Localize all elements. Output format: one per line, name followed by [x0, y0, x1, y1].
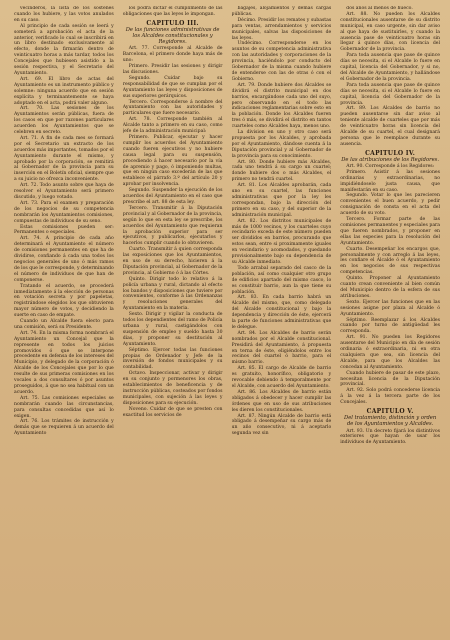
paragraph: Décimo. Presidir los remates y subastas para ventas, arrendamientos y servicios municipales, salvas las disposiciones de las leyes. — [231, 17, 332, 41]
paragraph: Art. 86. Los Alcaldes de barrio están obligados á obedecer y hacer cumplir las órdenes que en uso de sus atribuciones les dieren los constitucionales. — [231, 389, 332, 413]
chapter-heading: CAPITULO III. — [146, 19, 199, 27]
paragraph: Art. 82. Los distritos municipales de más de 1000 vecinos, y los cuarteles cuyo vecindario exceda de este número pueden ser divididos en barrios, procurando que estos sean, entre si proximamente iguales en vecindario y acomodados, y quedando provisionalmente bajo su dependencia de su Alcalde inmediato. — [231, 218, 332, 265]
paragraph: Primero. Presidir las sesiones y dirigir las discusiones. — [122, 64, 223, 76]
paragraph: Octavo. Inspeccionar, activar y dirigir en su conjunto y pormenores los obras, establecimientos de beneficencia y de instrucción públicas, costeados por fondos municipales, con sujeción á las leyes y disposiciones para su ejecución. — [122, 371, 223, 406]
paragraph: Séptimo. Ejercer todas las funciones propias de Ordenador y Jefe de la inversión de fondos municipales y su contabilidad. — [122, 347, 223, 371]
paragraph: Quinto. Dirigir todo lo relativo á la policía urbana y rural, dictando al efecto los bandos y disposiciones que tuviere por convenientes, conforme á las Ordenanzas y resoluciones generales del Ayuntamiento en la materia. — [122, 276, 223, 312]
paragraph: Primero. Asistir á las sesiones ordinarias y extraordinarias, no impidiéndoselo justa causa, que manifestarán en su caso. — [340, 169, 440, 193]
paragraph: vecinderos, la lista de los sostenes cuando los hubiere, y las votos anulados en su caso. — [14, 6, 114, 23]
paragraph: Art. 72. Todo asunto sobre que haya de resolver el Ayuntamiento será primero discutido, y luego votado. — [14, 183, 114, 200]
chapter-heading: CAPITULO V. — [366, 408, 414, 416]
paragraph: Cuando un Alcalde fuera electo para una comisión, será su Presidente. — [14, 319, 114, 330]
paragraph: Art. 74. En la misma forma nombrará el Ayuntamiento un Concejal que la represente en todos los juicios promovidos ó que se interpone precedente en defensa de los intereses del Municipio, y delegado de la corporación ó Alcalde de los Concejales que por lo que resulte de sus primeras comisiones en los vocales a dos consultares ó por asuntos proseguidos, á que no sea habitual con un acuerdo. — [14, 330, 114, 395]
paragraph: Art. 92. Solo podrá concederse licencia á la vez á la tercera parte de los Concejales. — [340, 388, 440, 406]
paragraph: Art. 91. No pueden los Regidores ausentarse del Municipio en día de sesión ordinaria ó extraordinaria, ni en otra cualquiera que sea, sin licencia del Alcalde, para que los Alcaldes las concedan al Ayuntamiento. — [340, 335, 440, 370]
paragraph: Todo arrabal separado del casco de la población, así como cualquier otro grupo de edificios apartado del mismo casco, lo es constituir barrio, aun la que tiene su población. — [231, 265, 332, 295]
paragraph: Art. 77. Corresponde al Alcalde de Barcelona, el primero donde haya más de uno: — [122, 46, 223, 64]
column-1 — [14, 6, 114, 634]
paragraph: Tercero. Formar parte de las comisiones permanentes y especiales para que fueren nombrados, y proponer en ellas las especies para la resolución del Ayuntamiento. — [340, 217, 440, 246]
column-4 — [340, 6, 440, 634]
paragraph: Estas comisiones pueden ser: Permanentes o especiales. — [14, 224, 114, 236]
text-columns — [14, 6, 440, 634]
paragraph: Art. 85. El cargo de Alcalde de barrio es gratuito, honorífico, obligatorio y revocable debiendo á temporalmente por el Alcalde, con acuerdo del Ayuntamiento. — [231, 366, 332, 389]
paragraph: Art. 70. Las sesiones de los Ayuntamientos serán públicas, fuera de los casos en que por razones particulares acuerden los Ayuntamientos que se celebren en secreto. — [14, 106, 114, 136]
paragraph: Art. 80. Donde hubiere más Alcaldes, cada uno tendrá á su cargo un cuartel; donde hubiere dos o más Alcaldes, el primero no tendrá cuartel. — [231, 159, 332, 183]
paragraph: Art. 76. Los trámites de instrucción y demás que se requieren á un acuerdo del Ayuntamiento — [14, 419, 114, 437]
paragraph: Art. 84. Los Alcaldes de barrio serán nombrados por el Alcalde constitucional. Presidirá del Ayuntamiento, á propuesta en terna de éste, eligiéndolos entre los vecinos del cuartel ó barrio, para el mismo barrio. — [231, 330, 332, 366]
paragraph: Segundo. Votar lo que les parecieren convenientes el buen acuerdo, y pedir consignación de consta en el acta del acuerdo de su voto. — [340, 193, 440, 217]
paragraph: Cuarto. Transmitir á quien corresponda las exposiciones que los Ayuntamientos, en uso de su derecho, hicieren á la Diputación provincial, al Gobernador de la provincia, al Gobierno ó á las Córtes. — [122, 247, 223, 276]
paragraph: Art. 71. A fin de cada mes se formará por el Secretario un extracto de los acuerdos más importantes, tomados por el Ayuntamiento durante el mismo, y aprobado por la corporación, se remitirá al Gobernador de la provincia para su inserción en el Boletín oficial, siempre que a su juicio no ofrezca inconveniente. — [14, 135, 114, 183]
paragraph: Quinto. Proponer al Ayuntamiento cuanto crean conveniente al bien común del Municipio dentro de la esfera de sus atribuciones. — [340, 276, 440, 299]
paragraph: La division en uno y otro caso será propuesta por los Alcaldes, y aprobada por el Ayuntamiento, dándose cuenta á la Diputación provincial y al Gobernador de la provincia para su conocimiento. — [231, 130, 332, 159]
paragraph: Art. 87. Ningún Alcalde de barrio está obligado á desempeñar su cargo más de un año consecutivo, ni á aceptarlo segunda vez sin — [231, 413, 332, 437]
paragraph: Tratando el acuerdo, se procederá inmediatamente á la elección de personas en votación secreta y por papeletas, registrándose elegidos los que obtuvieren mayor número de votos, y decidiendo la suerte en caso de empate. — [14, 283, 114, 319]
paragraph: Art. 74. A principio de cada año determinará el Ayuntamiento el número de comisiones permanentes en que ha de dividirse, confiando á cada una todos los negocios generales de uno ó más ramos de los que le corresponde, y determinando el número de individuos de que han de componerse. — [14, 236, 114, 283]
chapter-subheading: De las funciones administrativas de los Alcaldes constitucionales y Regidores. — [125, 26, 220, 46]
paragraph: Para toda ausencia que pase de quince días se necesita, si el Alcalde lo fuere en capital, licencia del Gobernador de la provincia. — [340, 82, 440, 106]
paragraph: Art. 93. Un decreto fijará los distintivos exteriores que hayan de usar los individuos de Ayuntamiento. — [340, 428, 440, 446]
paragraph: Undécimo. Corresponderse en los asuntos de su competencia administrativa con las autoridades y corporaciones de la provincia, haciéndolo por conducto del Gobernador de la misma cuando hubiere de entenderse con las de otras ó con el Gobierno. — [231, 41, 332, 82]
paragraph: Al principio de cada sesión se leerá y someterá a aprobación el acta de la anterior, verificado lo cual se inscribirá en un libro destinado exclusivamente al efecto, donde la firmarán dentro de veinticuatro horas a más tardar, todos los Concejales que hubiesen asistido a la sesión respectiva, y el Secretario del Ayuntamiento. — [14, 23, 114, 76]
paragraph: Art. 79. Donde hubiere dos Alcaldes se dividirá el distrito municipal en dos barrios, encargándose cada uno del suyo, pero observando en el todo las indicaciones reglamentarias sobre esto en la población. Donde los Alcaldes fueren tres ó más, se dividirá el distrito en tantos cuarteles como Alcaldes haya, menos uno. — [231, 82, 332, 130]
paragraph: Art. 73. Para el examen y preparación de los negocios de su competencia nombrarán los Ayuntamientos comisiones, compuestas de individuos de su seno. — [14, 200, 114, 224]
paragraph: Art. 88. No pueden los Alcaldes constitucionales ausentarse de su distrito municipal, en caso urgente, sin dar aviso al que haya de sustituirles, y cuando la ausencia pase de veinticuatro horas sin llegar á quince días, con licencia del Gobernador de la provincia. — [340, 11, 440, 53]
paragraph: Segundo. Cuidar bajo su responsabilidad de que se cumplan por el Ayuntamiento las leyes y disposiciones de sus superiores gerárquicos. — [122, 75, 223, 99]
chapter-heading: CAPITULO IV. — [365, 149, 416, 157]
paragraph: Cuando hubiere de pasar de este plazo, necesitan licencia de la Diputación provincial. — [340, 370, 440, 388]
paragraph: Tercero. Corresponderse á nombre del Ayuntamiento con las autoridades y particulares que fuere necesario. — [122, 99, 223, 117]
paragraph: Art. 89. Los Alcaldes de barrio no pueden ausentarse sin dar aviso al teniente alcalde de cuarteles que por más de veinticuatro horas sin licencia del Alcalde de su cuartel, el cual designará persona que le reemplace durante su ausencia. — [340, 106, 440, 147]
paragraph: Cuarto. Desempeñar los encargos que, personalmente y con arreglo á las leyes, les confiare el Alcalde ó el Ayuntamiento en los negocios de sus respectivas competencias. — [340, 246, 440, 276]
paragraph: Segundo. Suspender la ejecución de los acuerdos del Ayuntamiento en el caso que prescribe el art. 88 de esta ley. — [122, 188, 223, 205]
paragraph: Sexto. Dirigir y vigilar la conducta de todos los dependientes del ramo de Policía urbana y rural, castigándolos con suspensión de empleo y sueldo hasta 30 días, y proponer su destitución al Ayuntamiento. — [122, 312, 223, 347]
paragraph: Art. 69. El libro de actas del Ayuntamiento es un instrumento público y solemne: ninguna acuerdo que en sesión explícita y terminantemente se haya adoptado en el acta, podrá valer alguno. — [14, 76, 114, 106]
paragraph: Art. 78. Corresponde también al Alcalde tanto a primero en su caso, como jefe de la administración municipal: — [122, 117, 223, 135]
chapter-subheading: Del tratamiento, distinción y orden de los Ayuntamientos y Alcaldes. — [344, 415, 437, 428]
paragraph: los podrá dictar el cumplimiento de las obligaciones que las leyes le impongan. — [122, 6, 223, 17]
paragraph: Séptimo. Reemplazar á los Alcaldes cuando por turno de antigüedad les corresponda. — [340, 317, 440, 335]
paragraph: dos años al menos de hueco. — [346, 6, 413, 11]
chapter-subheading: De las atribuciones de los Regidores. — [341, 156, 439, 163]
paragraph: Primero. Publicar, ejecutar y hacer cumplir los acuerdos del Ayuntamiento cuando fueren ejecutivos y no hubiere causa legal para su suspensión, procediendo á hacer necesario por la vía de apremio y pago, ó imponiendo multas, que en ningún caso excederán de las que establece el párrafo 3.º del artículo 20 y aprobar por insolvencia. — [122, 135, 223, 188]
paragraph: Sexto. Ejercer las funciones que en las sesiones asigne por plaza al Alcalde ó Ayuntamiento. — [340, 299, 440, 317]
column-3 — [232, 6, 332, 634]
paragraph: Tercero. Transmitir á la Diputación provincial y al Gobernador de la provincia, según lo que en esta ley se prescribe, los acuerdos del Ayuntamiento que requieran la aprobación superior para ser ejecutivos, y publicarlos, ejecutarlos y hacerlos cumplir cuando lo obtuvieren. — [122, 205, 223, 247]
paragraph: Art. 83. En cada barrio habrá un Alcalde del mismo, que, como delegado del Alcalde constitucional y bajo la dependencia y dirección de éste, ejercerá la parte de funciones administrativas que le delegue. — [231, 295, 332, 330]
paragraph: Para toda ausencia que pase de quince días se necesita, si el Alcalde lo fuere en capital, licencia del Gobernador, y si no, del Alcalde de Ayuntamiento, y hallándose el Gobernador de la provincia. — [340, 53, 440, 82]
column-2 — [123, 6, 223, 634]
paragraph: bagajes, alojamientos y demás cargas públicas. — [231, 6, 332, 17]
paragraph: Art. 90. Corresponde á los Regidores: — [346, 163, 435, 169]
paragraph: Art. 75. Las comisiones especiales se nombrarán cuando las circunstancias, para consultas concedidas que así lo exigen. — [14, 395, 114, 419]
paragraph: Noveno. Cuidar de que se presten con exactitud los servicios de — [122, 406, 223, 418]
paragraph: Art. 81. Los Alcaldes aprobarán, cada uno en su cuartel, las funciones administrativas que por la ley les correspondan, bajo la dirección del primero en su caso, y del superior de la administración municipal. — [231, 183, 332, 218]
